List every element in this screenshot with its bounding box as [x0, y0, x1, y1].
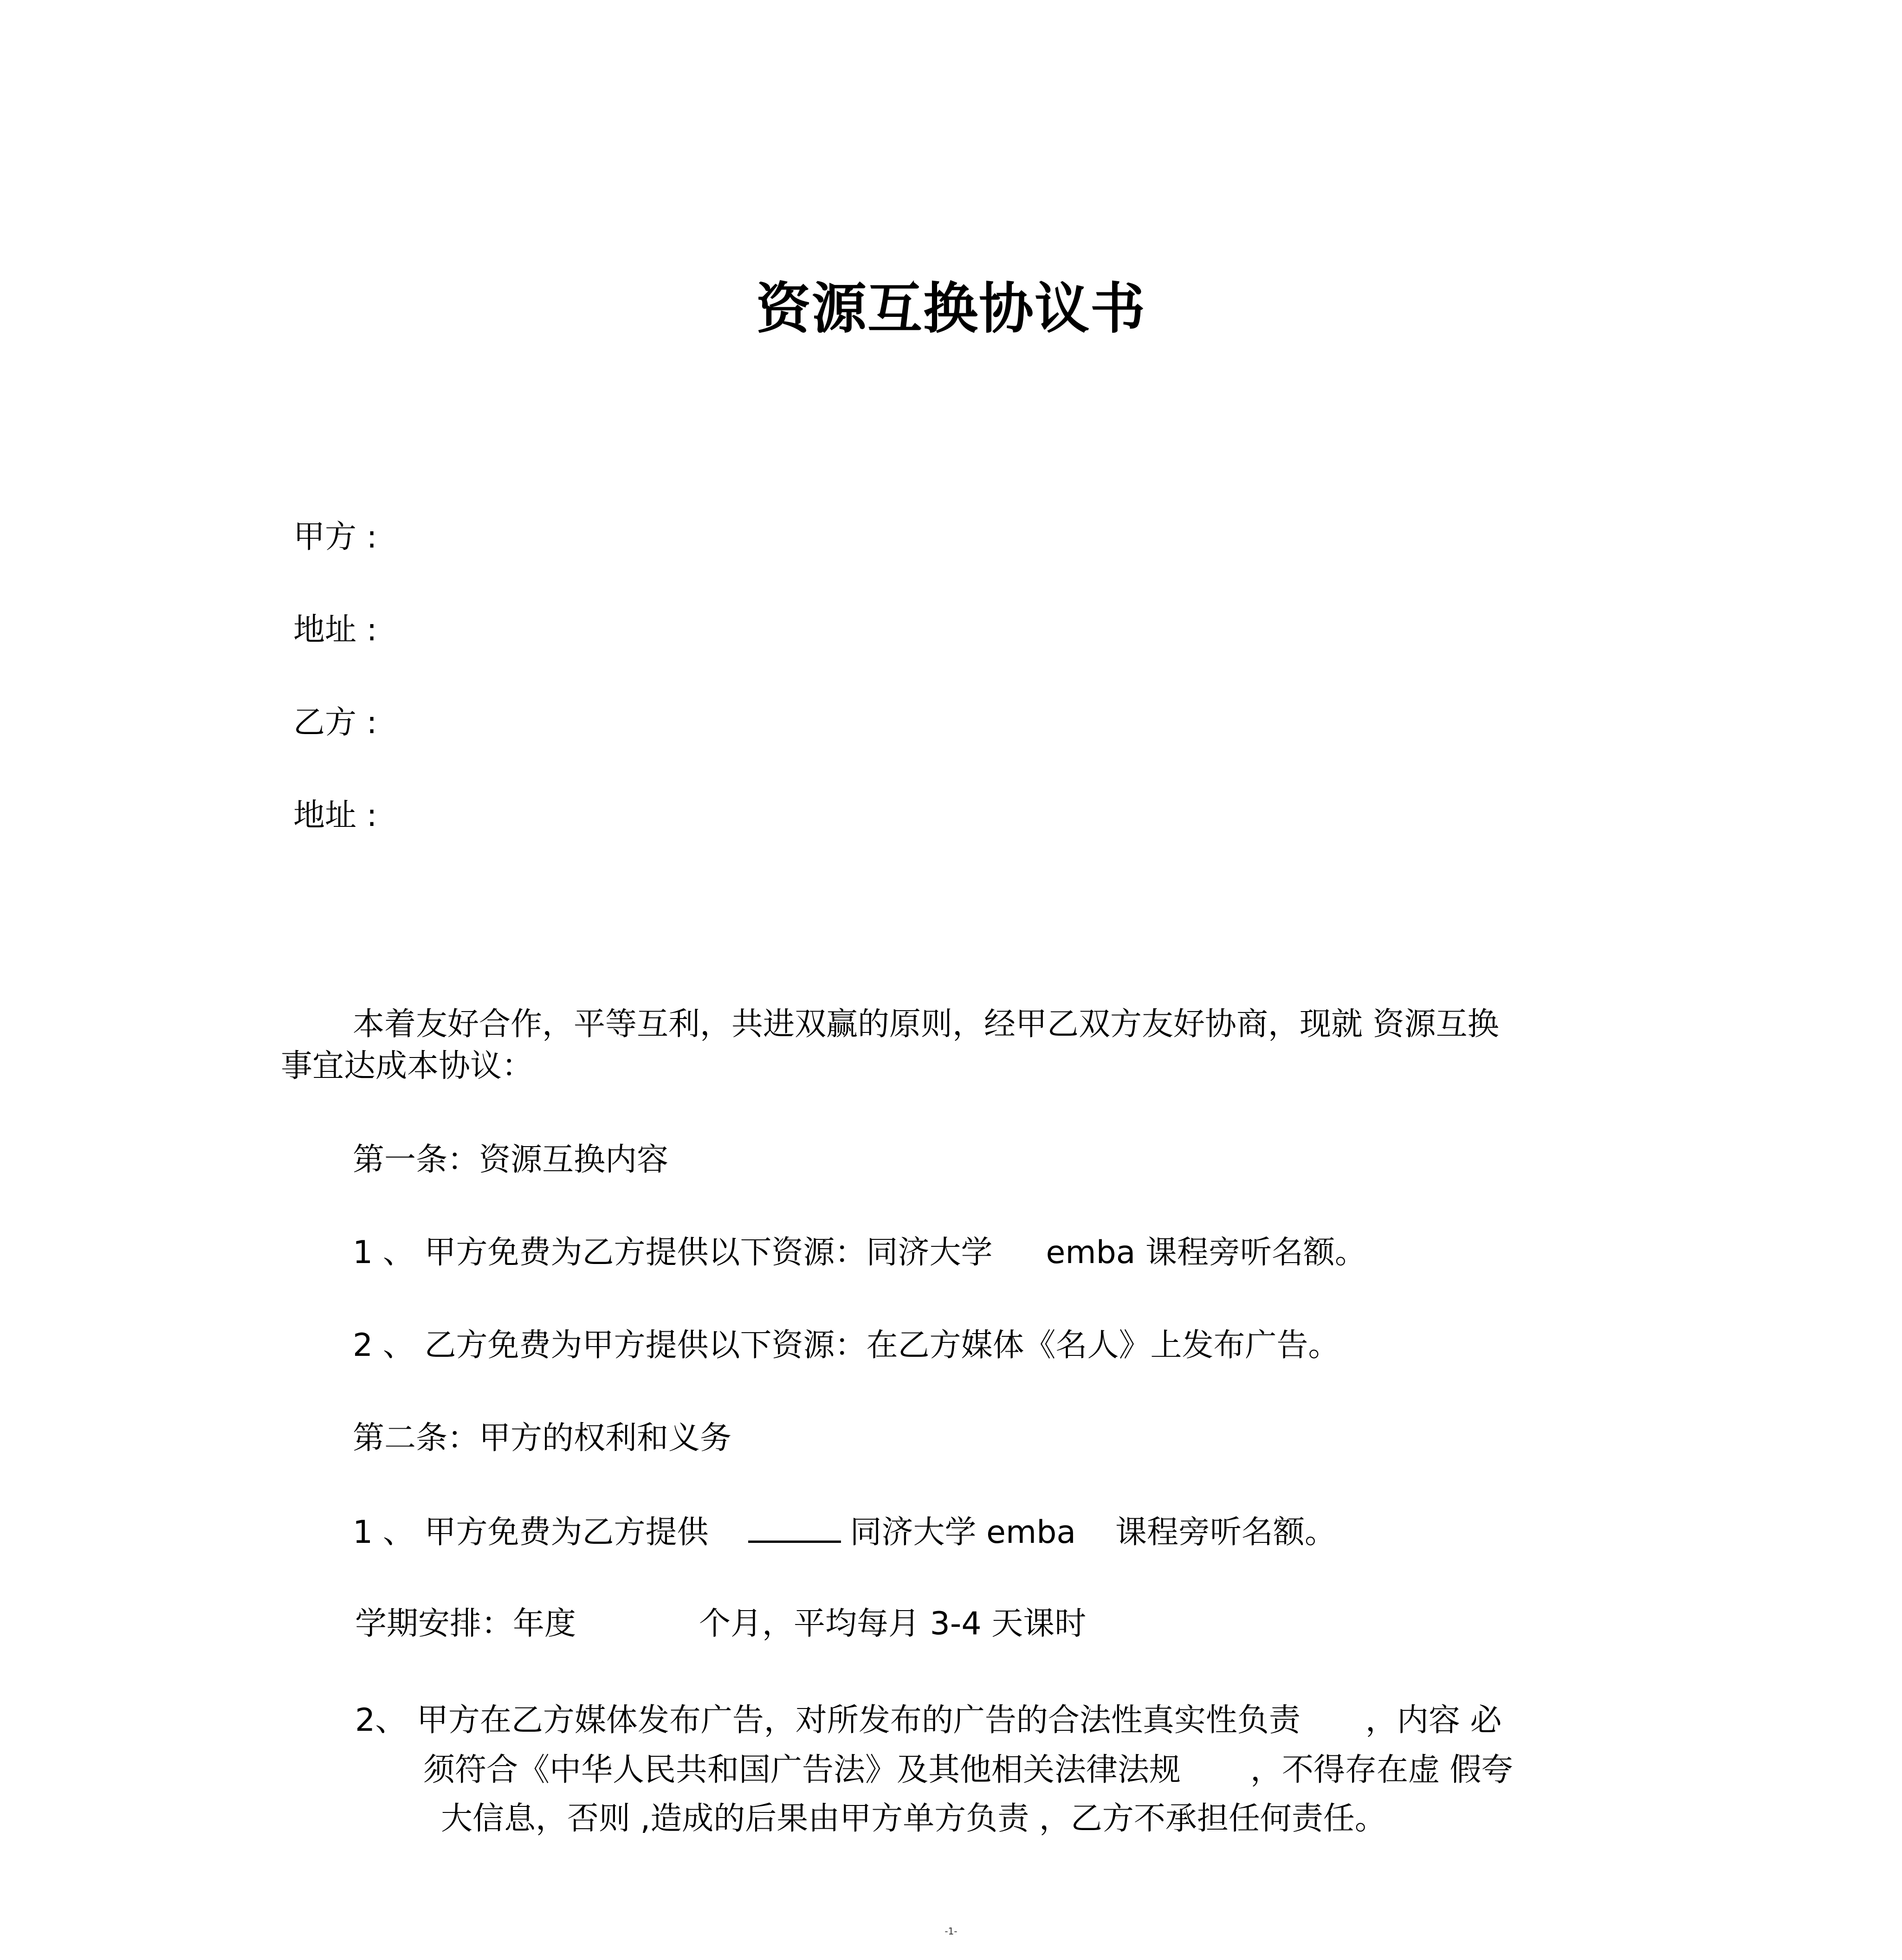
article-2-item-2-line-1-text-a: 2、 甲方在乙方媒体发布广告，对所发布的广告的合法性真实性负责 [355, 1702, 1300, 1739]
article-2-item-2-line-1-text-b: ，内容 必 [1365, 1702, 1502, 1739]
intro-line-1: 本着友好合作，平等互利，共进双赢的原则，经甲乙双方友好协商，现就 资源互换 [353, 1006, 1499, 1043]
semester-schedule [355, 1605, 1086, 1643]
article-2-item-2-line-3: 大信息，否则 ,造成的后果由甲方单方负责 ，乙方不承担任何责任。 [441, 1800, 1386, 1837]
article-2-title: 第二条：甲方的权利和义务 [353, 1420, 732, 1457]
party-b-label: 乙方 : [293, 704, 377, 741]
semester-schedule-text-b: 个月，平均每月 3-4 天课时 [699, 1605, 1087, 1642]
document-title: 资源互换协议书 [756, 277, 1146, 341]
article-1-item-2: 2 、 乙方免费为甲方提供以下资源：在乙方媒体《名人》上发布广告。 [353, 1327, 1340, 1364]
article-2-item-1-text-c: 课程旁听名额。 [1115, 1514, 1337, 1551]
article-1-item-1 [353, 1234, 1366, 1271]
article-1-item-1-text-a: 1 、 甲方免费为乙方提供以下资源：同济大学 [353, 1234, 993, 1271]
article-2-item-1-text-b: 同济大学 emba [850, 1514, 1076, 1551]
page-number: -1- [945, 1926, 957, 1937]
semester-schedule-text-a: 学期安排：年度 [355, 1605, 576, 1642]
party-a-address-label: 地址 : [293, 612, 377, 648]
article-2-item-1 [353, 1513, 1336, 1551]
article-2-item-2-line-1 [355, 1702, 1502, 1739]
party-b-address-label: 地址 : [293, 797, 377, 834]
party-a-label: 甲方 : [293, 519, 377, 555]
article-2-item-2-line-2-text-a: 须符合《中华人民共和国广告法》及其他相关法律法规 [423, 1752, 1181, 1788]
article-2-item-2-line-2-text-b: ，不得存在虚 假夸 [1250, 1752, 1513, 1788]
blank-underline [748, 1513, 841, 1543]
article-1-item-1-text-b: emba 课程旁听名额。 [1046, 1234, 1367, 1271]
article-2-item-2-line-2 [423, 1752, 1513, 1789]
article-1-title: 第一条：资源互换内容 [353, 1141, 669, 1178]
intro-line-2: 事宜达成本协议： [281, 1048, 534, 1084]
article-2-item-1-text-a: 1 、 甲方免费为乙方提供 [353, 1514, 709, 1551]
